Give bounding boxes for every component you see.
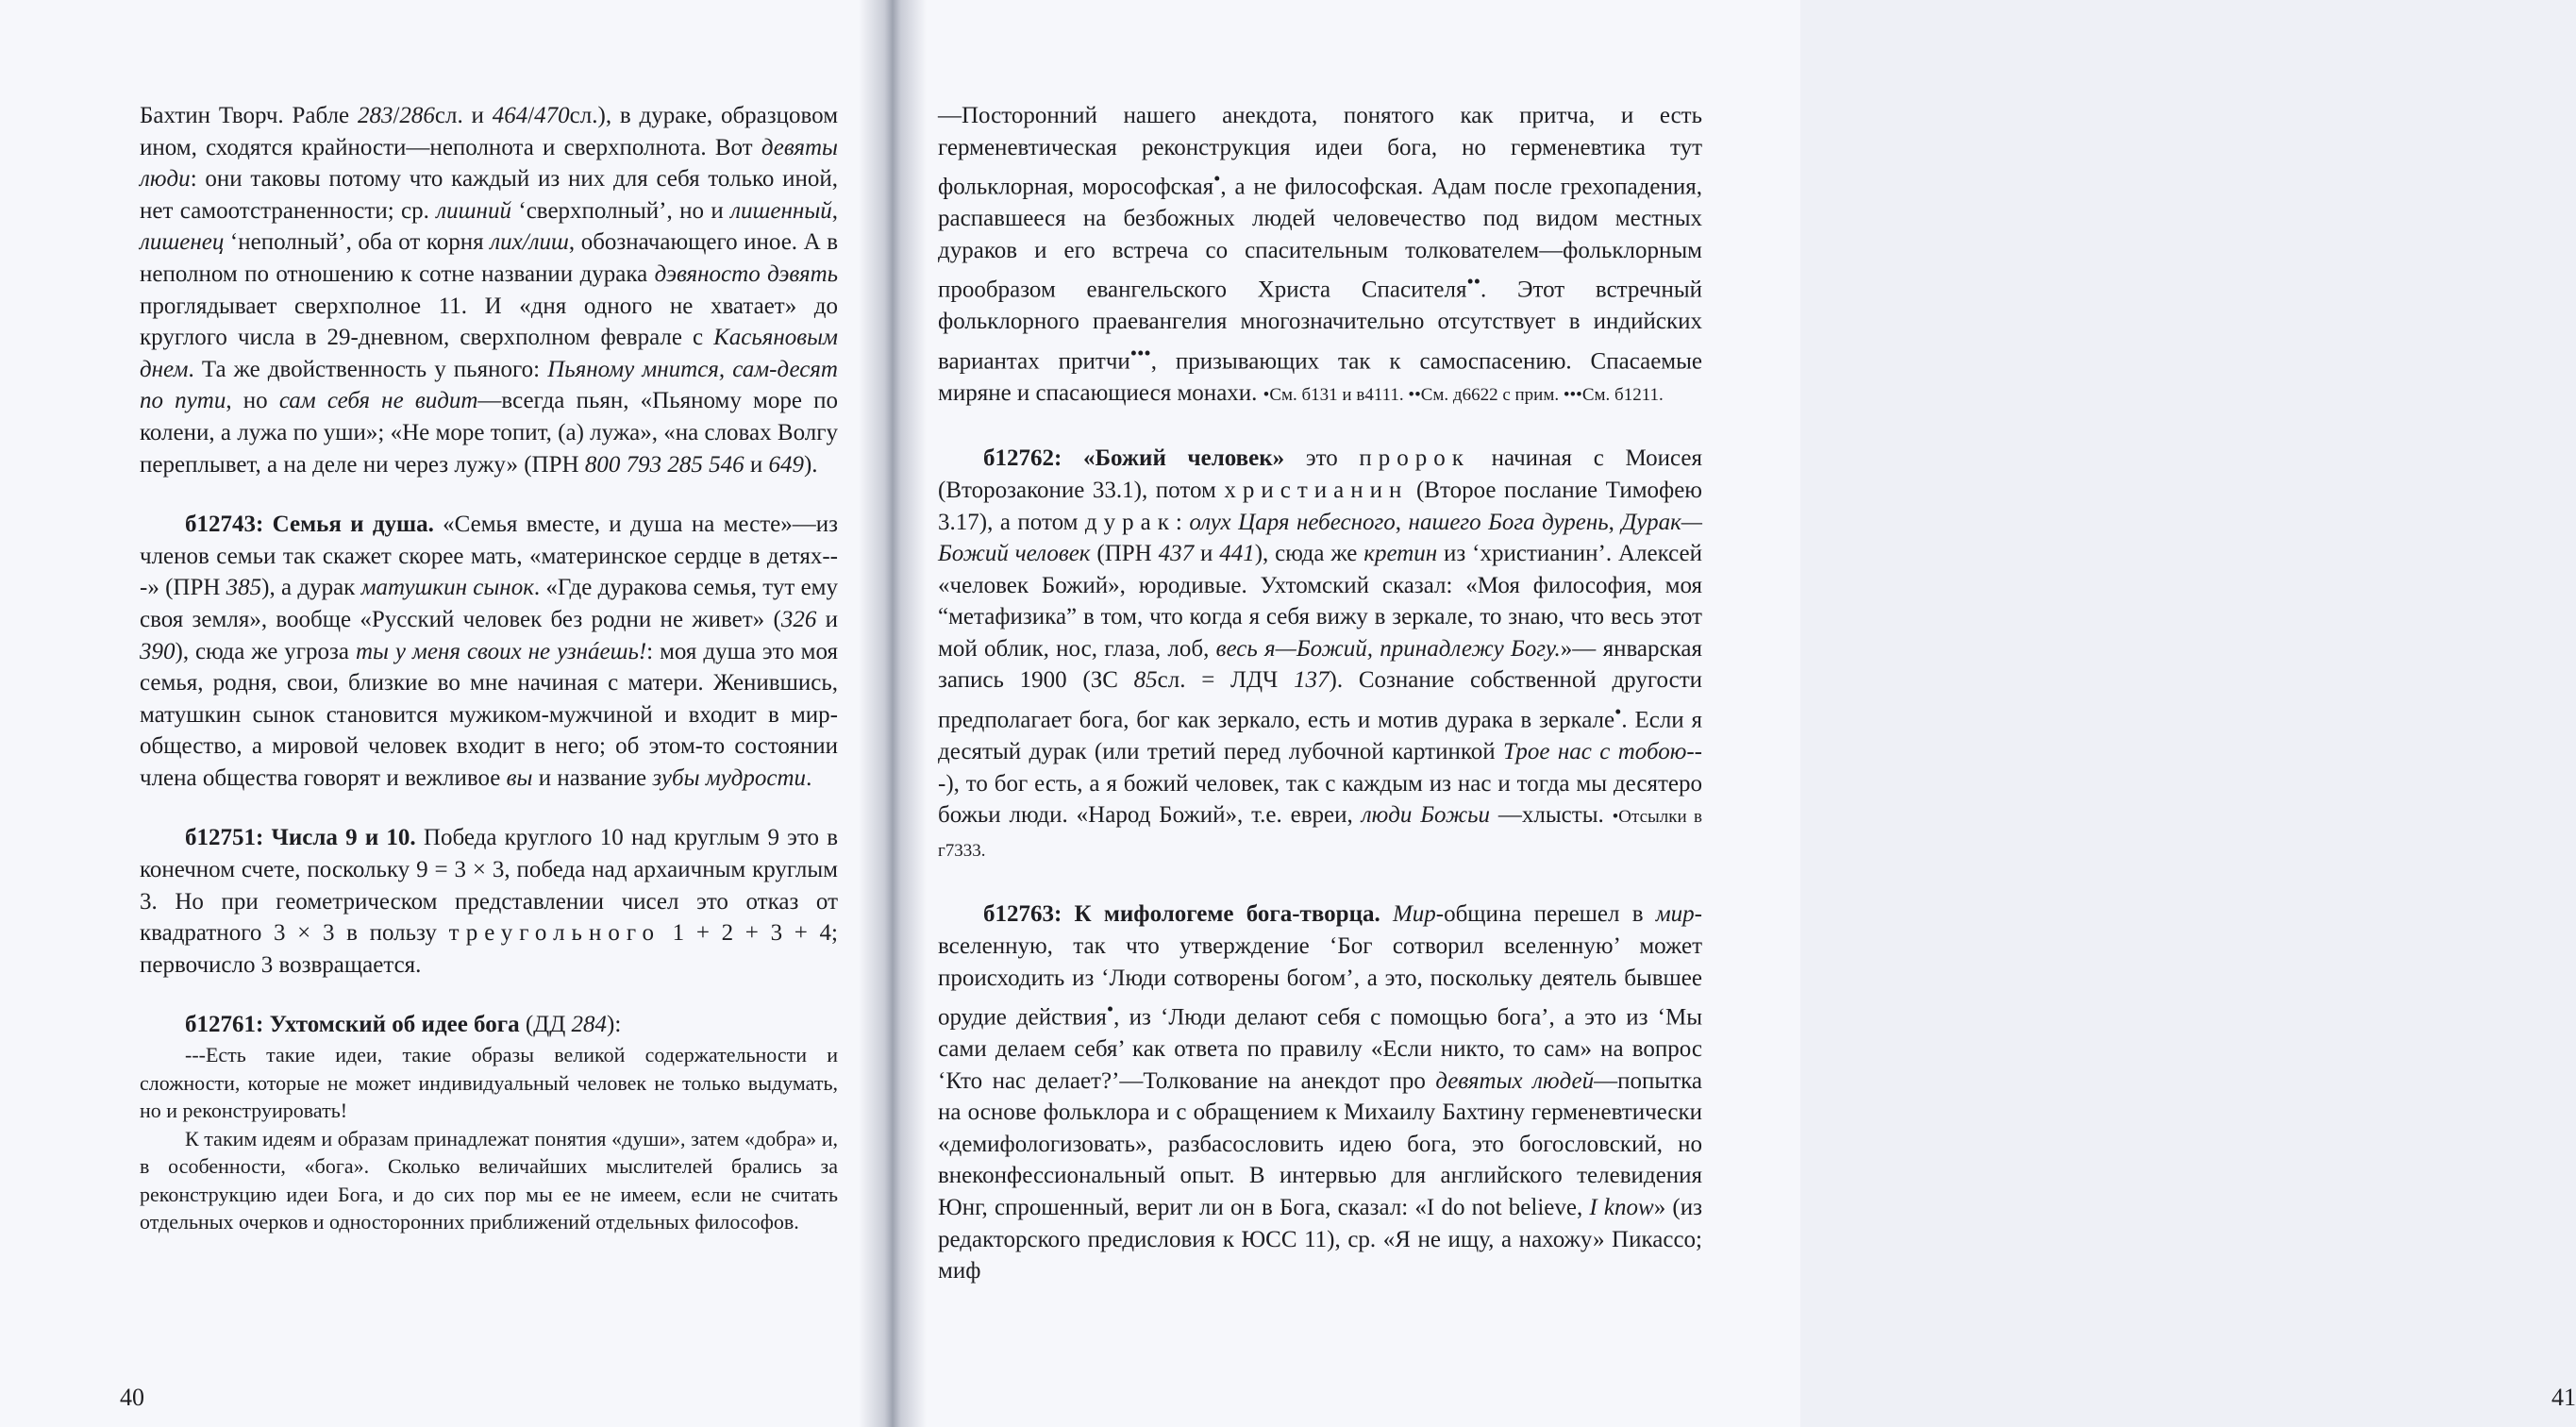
section-heading: б12763: К мифологеме бога-творца. xyxy=(983,901,1380,928)
text-run: , обозначающего иное. А в неполном по отношению к сотне названии дурака xyxy=(140,229,838,287)
text-run: Трое нас с тобою--- xyxy=(938,739,1703,797)
left-page-text xyxy=(140,100,838,1236)
text-run: • xyxy=(1106,998,1114,1021)
text-run: дурак xyxy=(1084,509,1176,535)
text-run: 470 xyxy=(534,103,570,128)
text-run: и xyxy=(1194,541,1220,567)
text-run: лишенный xyxy=(730,197,832,224)
left-page xyxy=(0,0,893,1427)
text-run: • xyxy=(1614,700,1622,724)
text-run: и xyxy=(816,606,838,632)
text-run: сл.), в дураке, образцовом ином, сходятся крайности—неполнота и сверхполнота. Вот xyxy=(140,103,839,160)
text-run: (ДД xyxy=(519,1012,572,1038)
text-run: это xyxy=(1284,445,1360,472)
paragraph xyxy=(938,443,1702,866)
text-run: девятых людей xyxy=(1435,1067,1595,1094)
text-run: (ПРН xyxy=(1090,541,1159,567)
text-run: . xyxy=(806,764,812,791)
paragraph xyxy=(140,1125,838,1236)
text-run: нашего Бога дурень xyxy=(1408,509,1609,535)
right-page-text xyxy=(938,100,1702,1287)
book-gutter xyxy=(859,0,927,1427)
text-run: —Посторонний нашего анекдота, понятого как притча, и есть герменевтическая реконструкция идеи бога, но герменевтика тут фольклорная, морософская xyxy=(938,103,1702,200)
section-heading: б12761: Ухтомский об идее бога xyxy=(185,1012,520,1038)
text-run: зубы мудрости xyxy=(652,764,807,791)
text-run: 1 + 2 + 3 + 4; первочисло 3 возвращается. xyxy=(140,920,838,978)
text-run: I know xyxy=(1589,1195,1654,1221)
text-run: пророк xyxy=(1359,445,1470,472)
text-run: —попытка на основе фольклора и с обращением к Михаилу Бахтину герменевтически «демифологизовать», разбасословить идею бога, это богословский, но внеконфессиональный опыт. В интервью для английского телевидения Юнг, спрошенный, верит ли он в Бога, сказал: «I do not believe, xyxy=(938,1067,1702,1221)
text-run: кретин xyxy=(1363,541,1438,567)
text-run: -вселенную, так что утверждение ‘Бог сотворил вселенную’ может происходить из ‘Люди сотворены богом’, а это, поскольку деятель бывшее орудие действия xyxy=(938,901,1702,1031)
text-run: христианин xyxy=(1224,477,1409,503)
text-run: 137 xyxy=(1294,667,1330,694)
paragraph xyxy=(140,1009,838,1041)
text-run: 441 xyxy=(1219,541,1255,567)
text-run: 800 793 285 546 xyxy=(584,451,744,478)
text-run: 649 xyxy=(768,451,804,478)
text-run: сл. и xyxy=(434,103,493,128)
text-run: сам себя не видит xyxy=(278,388,478,414)
text-run: -община перешел в xyxy=(1435,901,1656,928)
text-run: ‘неполный’, оба от корня xyxy=(224,229,491,256)
text-run: . Если я десятый дурак (или третий перед лубочной картинкой xyxy=(938,707,1702,764)
section-heading: б12762: «Божий человек» xyxy=(983,445,1285,472)
paragraph xyxy=(140,1041,838,1125)
text-run: 283 xyxy=(357,103,393,128)
text-run: —хлысты. xyxy=(1490,802,1613,829)
text-run: , из ‘Люди делают себя с помощью бога’, а это из ‘Мы сами делаем себя’ как ответа по правилу «Если никто, то сам» на вопрос ‘Кто нас делает?’—Толкование на анекдот про xyxy=(938,1004,1702,1094)
text-run: 385 xyxy=(226,575,262,601)
text-run: (Второе послание Тимофею 3.17), а потом xyxy=(938,477,1702,535)
text-run: К таким идеям и образам принадлежат понятия «души», затем «добра» и, в особенности, «бога». Сколько величайших мыслителей брались за реконструкцию идеи Бога, и до сих пор мы ее не имеем, если не считать отдельных очерков и односторонних приближений отдельных философов. xyxy=(140,1126,838,1234)
text-run: олух Царя небесного xyxy=(1189,509,1396,535)
text-run xyxy=(1380,901,1393,927)
page-number: 41 xyxy=(2551,1384,2576,1411)
text-run: : они таковы потому что каждый из них для себя только иной, нет самоотстраненности; ср. xyxy=(140,166,838,224)
text-run: 284 xyxy=(571,1012,608,1038)
text-run: ---Есть такие идеи, такие образы великой содержательности и сложности, которые не может индивидуальный человек не только выдумать, но и реконструировать! xyxy=(140,1043,838,1123)
text-run: . Та же двойственность у пьяного: xyxy=(188,356,548,382)
text-run: »— январская запись 1900 (ЗС xyxy=(938,635,1702,694)
text-run: Бахтин Творч. Рабле xyxy=(140,103,358,128)
text-run: и xyxy=(744,451,769,478)
text-run: из ‘христианин’. Алексей «человек Божий», юродивые. Ухтомский сказал: «Моя философия, моя “метафизика” в том, что когда я себя вижу в зеркале, то знаю, что весь этот мой облик, нос, глаза, лоб, xyxy=(938,541,1702,662)
text-run: ). xyxy=(803,451,818,478)
text-run: , но xyxy=(226,388,279,414)
text-run: ), а дурак xyxy=(261,575,361,601)
text-run: , xyxy=(1395,509,1409,535)
text-run: сл. = ЛДЧ xyxy=(1157,667,1295,694)
text-run: дэвяносто дэвять xyxy=(654,260,838,287)
section-heading: б12751: Числа 9 и 10. xyxy=(185,825,416,851)
text-run: 464 xyxy=(492,103,528,128)
paragraph xyxy=(938,898,1702,1286)
text-run: , xyxy=(1608,509,1622,535)
text-run: ), сюда же угроза xyxy=(175,638,356,664)
text-run: / xyxy=(527,103,535,128)
text-run: ), сюда же xyxy=(1254,541,1364,567)
text-run: проглядывает сверхполное 11. И «дня одного не хватает» до круглого числа в 29-дневном, сверхполном феврале с xyxy=(140,293,838,351)
text-run: , а не философская. Адам после грехопадения, распавшееся на безбожных людей человечество под видом местных дураков и его встреча со спасительным толкователем—фольклорным прообразом евангельского Христа Спасителя xyxy=(938,174,1702,303)
text-run: треугольного xyxy=(448,920,661,947)
text-run: Дурак—Божий человек xyxy=(938,509,1703,567)
text-run: ‘сверхполный’, но и xyxy=(510,197,731,224)
text-run: ). Сознание собственной другости предполагает бога, бог как зеркало, есть и мотив дурака в зеркале xyxy=(938,667,1702,733)
paragraph xyxy=(938,100,1702,411)
footnote: •См. б131 и в4111. ••См. д6622 с прим. •••См. б1211. xyxy=(1263,384,1664,405)
text-run: : моя душа это моя семья, родня, свои, близкие во мне начиная с матери. Женившись, матушкин сынок становится мужиком-мужчиной и входит в мир-общество, а мировой человек входит в него; об этом-то состоянии члена общества говорят и вежливое xyxy=(140,638,838,791)
text-run: Мир xyxy=(1392,901,1436,928)
page-number: 40 xyxy=(120,1384,144,1411)
text-run: люди Божьи xyxy=(1361,802,1491,829)
paragraph xyxy=(140,509,838,794)
text-run: лишний xyxy=(436,197,511,224)
section-heading: б12743: Семья и душа. xyxy=(185,512,434,538)
right-page xyxy=(893,0,2576,1427)
text-run: и название xyxy=(532,764,653,791)
text-run: Победа круглого 10 над круглым 9 это в конечном счете, поскольку 9 = 3 × 3, победа над архаичным круглым 3. Но при геометрическом представлении чисел это отказ от квадратного 3 × 3 в пользу xyxy=(140,825,838,947)
text-run: • xyxy=(1213,167,1221,191)
text-run: лишенец xyxy=(140,229,225,256)
text-run: ты у меня своих не узнáешь! xyxy=(355,638,647,664)
text-run: ), то бог есть, а я божий человек, так с каждым из нас и тогда мы десятеро божьи люди. «Народ Божий», т.е. евреи, xyxy=(938,770,1702,829)
text-run: 85 xyxy=(1133,667,1158,694)
text-run: лих/лиш xyxy=(490,229,569,256)
text-run: «Семья вместе, и душа на месте»—из членов семьи так скажет скорее мать, «материнское сердце в детях---» (ПРН xyxy=(140,512,838,601)
text-run: 437 xyxy=(1158,541,1195,567)
text-run: —всегда пьян, «Пьяному море по колени, а лужа по уши»; «Не море топит, (а) лужа», «на словах Волгу переплывет, а на деле ни через лужу» (ПРН xyxy=(140,388,838,478)
text-run: девяты люди xyxy=(140,134,838,193)
text-run: весь я—Божий, принадлежу Богу. xyxy=(1215,635,1561,662)
text-run: , xyxy=(831,197,838,224)
text-run: 390 xyxy=(140,638,176,664)
text-run: , призывающих так к самоспасению. Спасаемые миряне и спасающиеся монахи. xyxy=(938,348,1703,406)
footnote: •Отсылки в г7333. xyxy=(938,807,1703,861)
text-run: Касьяновым днем xyxy=(140,325,838,382)
text-run: ): xyxy=(607,1012,622,1038)
paragraph xyxy=(140,822,838,981)
text-run: » (из редакторского предисловия к ЮСС 11), ср. «Я не ищу, а нахожу» Пикассо; миф xyxy=(938,1195,1702,1284)
text-run: мир xyxy=(1655,901,1695,928)
text-run: . «Где дуракова семья, тут ему своя земля», вообще «Русский человек без родни не живет» ( xyxy=(140,575,839,632)
text-run: 286 xyxy=(399,103,435,128)
text-run: ••• xyxy=(1129,341,1151,364)
text-run: Пьяному мнится, сам-десят по пути xyxy=(140,356,838,414)
text-run: матушкин сынок xyxy=(360,575,534,601)
text-run: . Этот встречный фольклорного праевангелия многозначительно отсутствует в индийских вариантах притчи xyxy=(938,277,1703,375)
text-run: : xyxy=(1175,509,1190,535)
text-run: / xyxy=(393,103,400,128)
text-run: 326 xyxy=(780,606,817,632)
text-run: начиная с Моисея (Второзаконие 33.1), потом xyxy=(938,445,1702,503)
text-run: вы xyxy=(506,764,533,791)
text-run: •• xyxy=(1466,270,1481,294)
paragraph xyxy=(140,100,838,480)
